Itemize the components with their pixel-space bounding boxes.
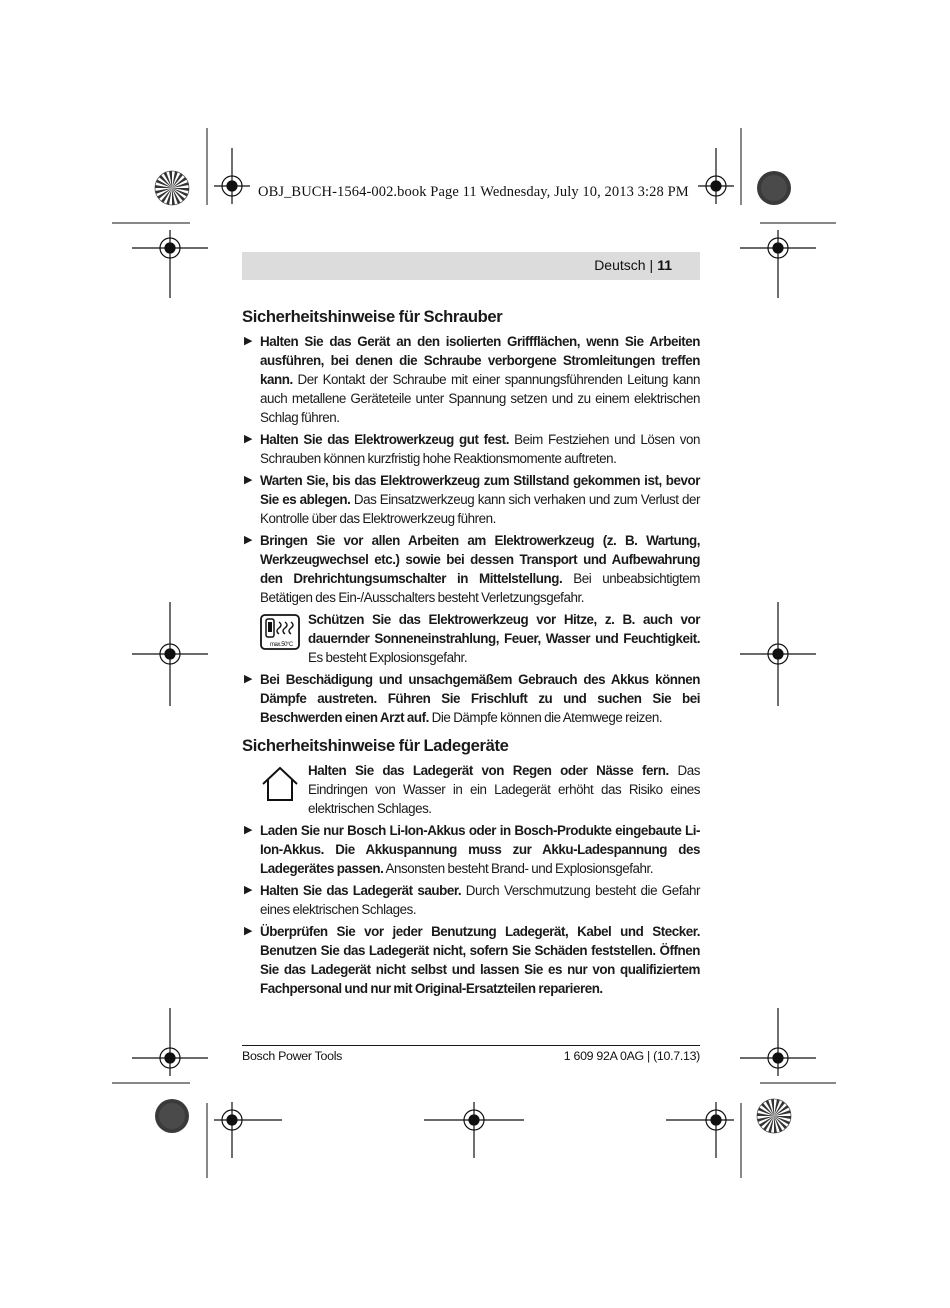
- item-text: Das Einsatzwerkzeug kann sich verhaken und zum Verlust der Kontrolle über das Elektrowerkzeug führen.: [260, 492, 700, 526]
- list-item: [242, 430, 700, 468]
- header-separator: |: [649, 257, 654, 273]
- triangle-bullet-icon: ▶: [244, 824, 253, 836]
- triangle-bullet-icon: ▶: [244, 884, 253, 896]
- list-item: [242, 881, 700, 919]
- list-item: [242, 922, 700, 998]
- item-bold: Halten Sie das Ladegerät sauber.: [260, 883, 462, 898]
- item-text: Durch Verschmutzung besteht die Gefahr eines elektrischen Schlages.: [260, 883, 700, 917]
- item-bold: Warten Sie, bis das Elektrowerkzeug zum Stillstand gekommen ist, bevor Sie es ablegen.: [260, 473, 700, 507]
- section-title-chargers: Sicherheitshinweise für Ladegeräte: [242, 736, 509, 755]
- item-text: Der Kontakt der Schraube mit einer spannungsführenden Leitung kann auch metallene Geräteteile unter Spannung setzen und zu einem elektrischen Schlag führen.: [260, 372, 700, 425]
- item-text: Ansonsten besteht Brand- und Explosionsgefahr.: [383, 861, 654, 876]
- heat-warning-icon: [260, 614, 300, 655]
- item-text: Das Eindringen von Wasser in ein Ladegerät erhöht das Risiko eines elektrischen Schlages.: [308, 763, 701, 816]
- header-language: Deutsch: [594, 257, 646, 273]
- item-bold: Bringen Sie vor allen Arbeiten am Elektrowerkzeug (z. B. Wartung, Werkzeugwechsel etc.) sowie bei dessen Transport und Aufbewahrung den Drehrichtungsumschalter in Mittelstellung.: [260, 533, 700, 586]
- icon-list-item: [242, 761, 700, 818]
- list-item: [242, 670, 700, 727]
- list-item: [242, 821, 700, 878]
- item-bold: Schützen Sie das Elektrowerkzeug vor Hitze, z. B. auch vor dauernder Sonneneinstrahlung, Feuer, Wasser und Feuchtigkeit.: [308, 612, 700, 646]
- item-text: Es besteht Explosionsgefahr.: [308, 650, 468, 665]
- item-bold: Halten Sie das Ladegerät von Regen oder Nässe fern.: [308, 763, 669, 778]
- triangle-bullet-icon: ▶: [244, 673, 253, 685]
- triangle-bullet-icon: ▶: [244, 433, 253, 445]
- item-bold: Halten Sie das Gerät an den isolierten Griffflächen, wenn Sie Arbeiten ausführen, bei denen die Schraube verborgene Stromleitungen treffen kann.: [260, 334, 700, 387]
- footer-brand: Bosch Power Tools: [242, 1049, 343, 1063]
- list-item: [242, 332, 700, 427]
- heat-icon-label: max.50°C: [270, 642, 293, 648]
- list-item: [242, 531, 700, 607]
- triangle-bullet-icon: ▶: [244, 534, 253, 546]
- list-item: [242, 471, 700, 528]
- item-bold: Überprüfen Sie vor jeder Benutzung Ladegerät, Kabel und Stecker. Benutzen Sie das Ladegerät nicht, sofern Sie Schäden feststellen. Öffnen Sie das Ladegerät nicht selbst und lassen Sie es nur von qualifiziertem Fachpersonal und nur mit Original-Ersatzteilen reparieren.: [260, 924, 700, 996]
- item-text: Bei unbeabsichtigtem Betätigen des Ein-/Ausschalters besteht Verletzungsgefahr.: [260, 571, 701, 605]
- triangle-bullet-icon: ▶: [244, 925, 253, 937]
- item-text: Beim Festziehen und Lösen von Schrauben können kurzfristig hohe Reaktionsmomente auftreten.: [260, 432, 700, 466]
- footer-divider: [242, 1045, 700, 1046]
- item-bold: Halten Sie das Elektrowerkzeug gut fest.: [260, 432, 509, 447]
- triangle-bullet-icon: ▶: [244, 335, 253, 347]
- page-header: [594, 257, 672, 273]
- icon-list-item: [242, 610, 700, 667]
- indoor-only-icon: [260, 765, 300, 808]
- item-bold: Laden Sie nur Bosch Li-Ion-Akkus oder in Bosch-Produkte eingebaute Li-Ion-Akkus. Die Akkuspannung muss zur Akku-Ladespannung des Ladegerätes passen.: [260, 823, 700, 876]
- item-text: Die Dämpfe können die Atemwege reizen.: [428, 710, 663, 725]
- footer-doc-number: 1 609 92A 0AG | (10.7.13): [563, 1049, 700, 1063]
- page-header-bar: [242, 252, 700, 280]
- page-number: 11: [657, 257, 672, 273]
- page-content: [242, 306, 700, 1001]
- section-title-screwdriver: Sicherheitshinweise für Schrauber: [242, 307, 503, 326]
- print-info-line: OBJ_BUCH-1564-002.book Page 11 Wednesday, July 10, 2013 3:28 PM: [258, 184, 689, 200]
- triangle-bullet-icon: ▶: [244, 474, 253, 486]
- item-bold: Bei Beschädigung und unsachgemäßem Gebrauch des Akkus können Dämpfe austreten. Führen Sie Frischluft zu und suchen Sie bei Beschwerden einen Arzt auf.: [260, 672, 700, 725]
